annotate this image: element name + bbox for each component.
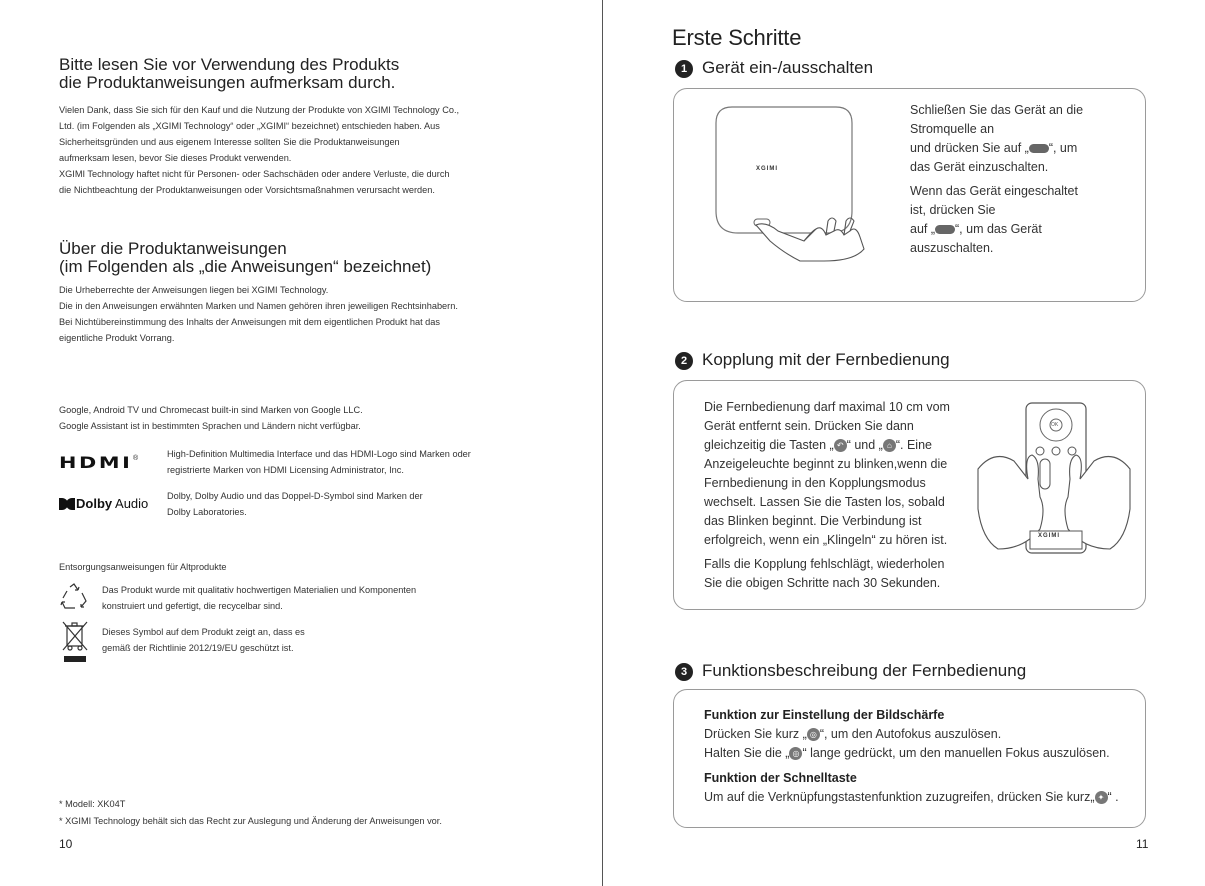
- text-line: Die in den Anweisungen erwähnten Marken und Namen gehören ihren jeweiligen Rechtsinhabern.: [59, 301, 458, 311]
- text-line: Die Fernbedienung darf maximal 10 cm vom: [704, 400, 950, 414]
- back-icon: ↶: [834, 439, 847, 452]
- section-2-heading: [675, 350, 950, 370]
- page-number: 11: [1136, 837, 1149, 851]
- heading-line: Über die Produktanweisungen: [59, 239, 287, 258]
- page-number: 10: [59, 837, 73, 851]
- text-line: XGIMI Technology haftet nicht für Personen- oder Sachschäden oder andere Verluste, die durch: [59, 169, 450, 179]
- text-line: Stromquelle an: [910, 122, 995, 136]
- text-line: [910, 220, 1135, 239]
- text-line: High-Definition Multimedia Interface und das HDMI-Logo sind Marken oder: [167, 449, 471, 459]
- recycle-text: [102, 582, 416, 614]
- pairing-instructions: [704, 398, 974, 593]
- text-line: Google, Android TV und Chromecast built-in sind Marken von Google LLC.: [59, 405, 363, 415]
- section-1-heading: [675, 58, 873, 78]
- text-line: [910, 139, 1135, 158]
- shortcut-icon: ✦: [1095, 791, 1108, 804]
- text-fragment: und drücken Sie auf „: [910, 141, 1029, 155]
- text-line: Sicherheitsgründen und aus eigenem Interesse sollten Sie die Produktanweisungen: [59, 137, 400, 147]
- text-fragment: “ lange gedrückt, um den manuellen Fokus auszulösen.: [802, 746, 1110, 760]
- text-line: [704, 744, 1134, 763]
- focus-icon: ◎: [807, 728, 820, 741]
- weee-text: [102, 624, 305, 656]
- home-icon: ⌂: [883, 439, 896, 452]
- text-line: Vielen Dank, dass Sie sich für den Kauf und die Nutzung der Produkte von XGIMI Technology Co.,: [59, 105, 460, 115]
- section-1-box: [673, 88, 1146, 302]
- text-line: erfolgreich, wenn ein „Klingeln“ zu hören ist.: [704, 533, 948, 547]
- text-line: [704, 725, 1134, 744]
- page-title: Erste Schritte: [672, 25, 802, 50]
- heading-line: Bitte lesen Sie vor Verwendung des Produkts: [59, 55, 400, 74]
- section-2-box: [673, 380, 1146, 610]
- text-line: Bei Nichtübereinstimmung des Inhalts der Anweisungen mit dem eigentlichen Produkt hat das: [59, 317, 440, 327]
- model-note: * Modell: XK04T: [59, 799, 126, 809]
- remote-brand-label: XGIMI: [1038, 533, 1061, 539]
- text-line: Ltd. (im Folgenden als „XGIMI Technology“ oder „XGIMI“ bezeichnet) entschieden haben. Aus: [59, 121, 440, 131]
- text-fragment: “ .: [1107, 790, 1119, 804]
- text-line: gemäß der Richtlinie 2012/19/EU geschützt ist.: [102, 643, 294, 653]
- text-fragment: Drücken Sie kurz „: [704, 727, 807, 741]
- text-line: Dolby, Dolby Audio und das Doppel-D-Symbol sind Marken der: [167, 491, 423, 501]
- text-line: [704, 436, 974, 455]
- text-fragment: “, um: [1048, 141, 1078, 155]
- text-line: Fernbedienung in den Kopplungsmodus: [704, 476, 926, 490]
- heading-line: (im Folgenden als „die Anweisungen“ bezeichnet): [59, 257, 432, 276]
- focus-icon: ◎: [789, 747, 802, 760]
- step-number-badge: 1: [675, 60, 693, 78]
- hdmi-trademark: [167, 446, 471, 478]
- dolby-trademark: [167, 488, 423, 520]
- read-before-heading: [59, 56, 399, 92]
- text-line: das Blinken beginnt. Die Verbindung ist: [704, 514, 922, 528]
- liability-paragraph: [59, 166, 450, 198]
- text-line: [704, 788, 1134, 807]
- heading-line: die Produktanweisungen aufmerksam durch.: [59, 73, 396, 92]
- dolby-double-d-icon: [59, 498, 75, 510]
- hdmi-logo: [59, 453, 139, 473]
- dolby-logo-bold: Dolby: [76, 496, 113, 511]
- text-line: Google Assistant ist in bestimmten Sprachen und Ländern nicht verfügbar.: [59, 421, 361, 431]
- text-line: aufmerksam lesen, bevor Sie dieses Produkt verwenden.: [59, 153, 292, 163]
- text-fragment: Um auf die Verknüpfungstastenfunktion zuzugreifen, drücken Sie kurz„: [704, 790, 1095, 804]
- text-line: registrierte Marken von HDMI Licensing Administrator, Inc.: [167, 465, 404, 475]
- text-line: eigentliche Produkt Vorrang.: [59, 333, 175, 343]
- text-line: Dieses Symbol auf dem Produkt zeigt an, dass es: [102, 627, 305, 637]
- text-fragment: Halten Sie die „: [704, 746, 790, 760]
- text-line: Das Produkt wurde mit qualitativ hochwertigen Materialien und Komponenten: [102, 585, 417, 595]
- text-line: Gerät entfernt sein. Drücken Sie dann: [704, 419, 914, 433]
- text-line: Anzeigeleuchte beginnt zu blinken,wenn die: [704, 457, 948, 471]
- power-instructions: [910, 101, 1135, 258]
- power-button-icon: [935, 225, 955, 234]
- rights-note: * XGIMI Technology behält sich das Recht zur Auslegung und Änderung der Anweisungen vor.: [59, 816, 442, 826]
- intro-paragraph: [59, 102, 459, 166]
- disposal-title: Entsorgungsanweisungen für Altprodukte: [59, 562, 227, 572]
- text-fragment: “, um den Autofokus auszulösen.: [819, 727, 1002, 741]
- text-line: Die Urheberrechte der Anweisungen liegen bei XGIMI Technology.: [59, 285, 329, 295]
- text-fragment: auf „: [910, 222, 936, 236]
- remote-ok-label: OK: [1051, 422, 1059, 428]
- about-paragraph: [59, 282, 458, 346]
- device-brand-label: XGIMI: [756, 166, 779, 172]
- text-fragment: gleichzeitig die Tasten „: [704, 438, 834, 452]
- section-title: Gerät ein-/ausschalten: [702, 58, 874, 77]
- text-fragment: “, um das Gerät: [955, 222, 1042, 236]
- hdmi-logo-text: HDMI: [59, 453, 133, 472]
- text-line: Schließen Sie das Gerät an die: [910, 103, 1084, 117]
- step-number-badge: 3: [675, 663, 693, 681]
- power-button-icon: [1029, 144, 1049, 153]
- remote-functions: [704, 706, 1134, 807]
- text-line: das Gerät einzuschalten.: [910, 160, 1049, 174]
- text-fragment: “ und „: [846, 438, 883, 452]
- text-line: die Nichtbeachtung der Produktanweisungen oder Vorsichtsmaßnahmen verursacht werden.: [59, 185, 435, 195]
- section-title: Kopplung mit der Fernbedienung: [702, 350, 950, 369]
- text-line: ist, drücken Sie: [910, 203, 996, 217]
- right-page: [603, 0, 1205, 886]
- text-line: wechselt. Lassen Sie die Tasten los, sobald: [704, 495, 945, 509]
- text-line: auszuschalten.: [910, 241, 994, 255]
- section-3-heading: [675, 661, 1026, 681]
- text-line: Sie die obigen Schritte nach 30 Sekunden.: [704, 576, 941, 590]
- hdmi-registered-mark: ®: [133, 455, 139, 462]
- text-line: konstruiert und gefertigt, die recycelbar sind.: [102, 601, 283, 611]
- shortcut-function-title: Funktion der Schnelltaste: [704, 771, 857, 785]
- text-line: Wenn das Gerät eingeschaltet: [910, 184, 1078, 198]
- step-number-badge: 2: [675, 352, 693, 370]
- text-fragment: “. Eine: [895, 438, 932, 452]
- text-line: Dolby Laboratories.: [167, 507, 247, 517]
- weee-bin-icon: [61, 620, 89, 664]
- section-title: Funktionsbeschreibung der Fernbedienung: [702, 661, 1027, 680]
- dolby-logo-light: Audio: [112, 496, 149, 511]
- left-page: [0, 0, 602, 886]
- about-heading: [59, 240, 431, 276]
- recycle-icon: [59, 583, 89, 611]
- projector-illustration: [704, 103, 904, 263]
- text-line: Falls die Kopplung fehlschlägt, wiederholen: [704, 557, 945, 571]
- google-trademark: [59, 402, 363, 434]
- focus-function-title: Funktion zur Einstellung der Bildschärfe: [704, 708, 945, 722]
- section-3-box: [673, 689, 1146, 828]
